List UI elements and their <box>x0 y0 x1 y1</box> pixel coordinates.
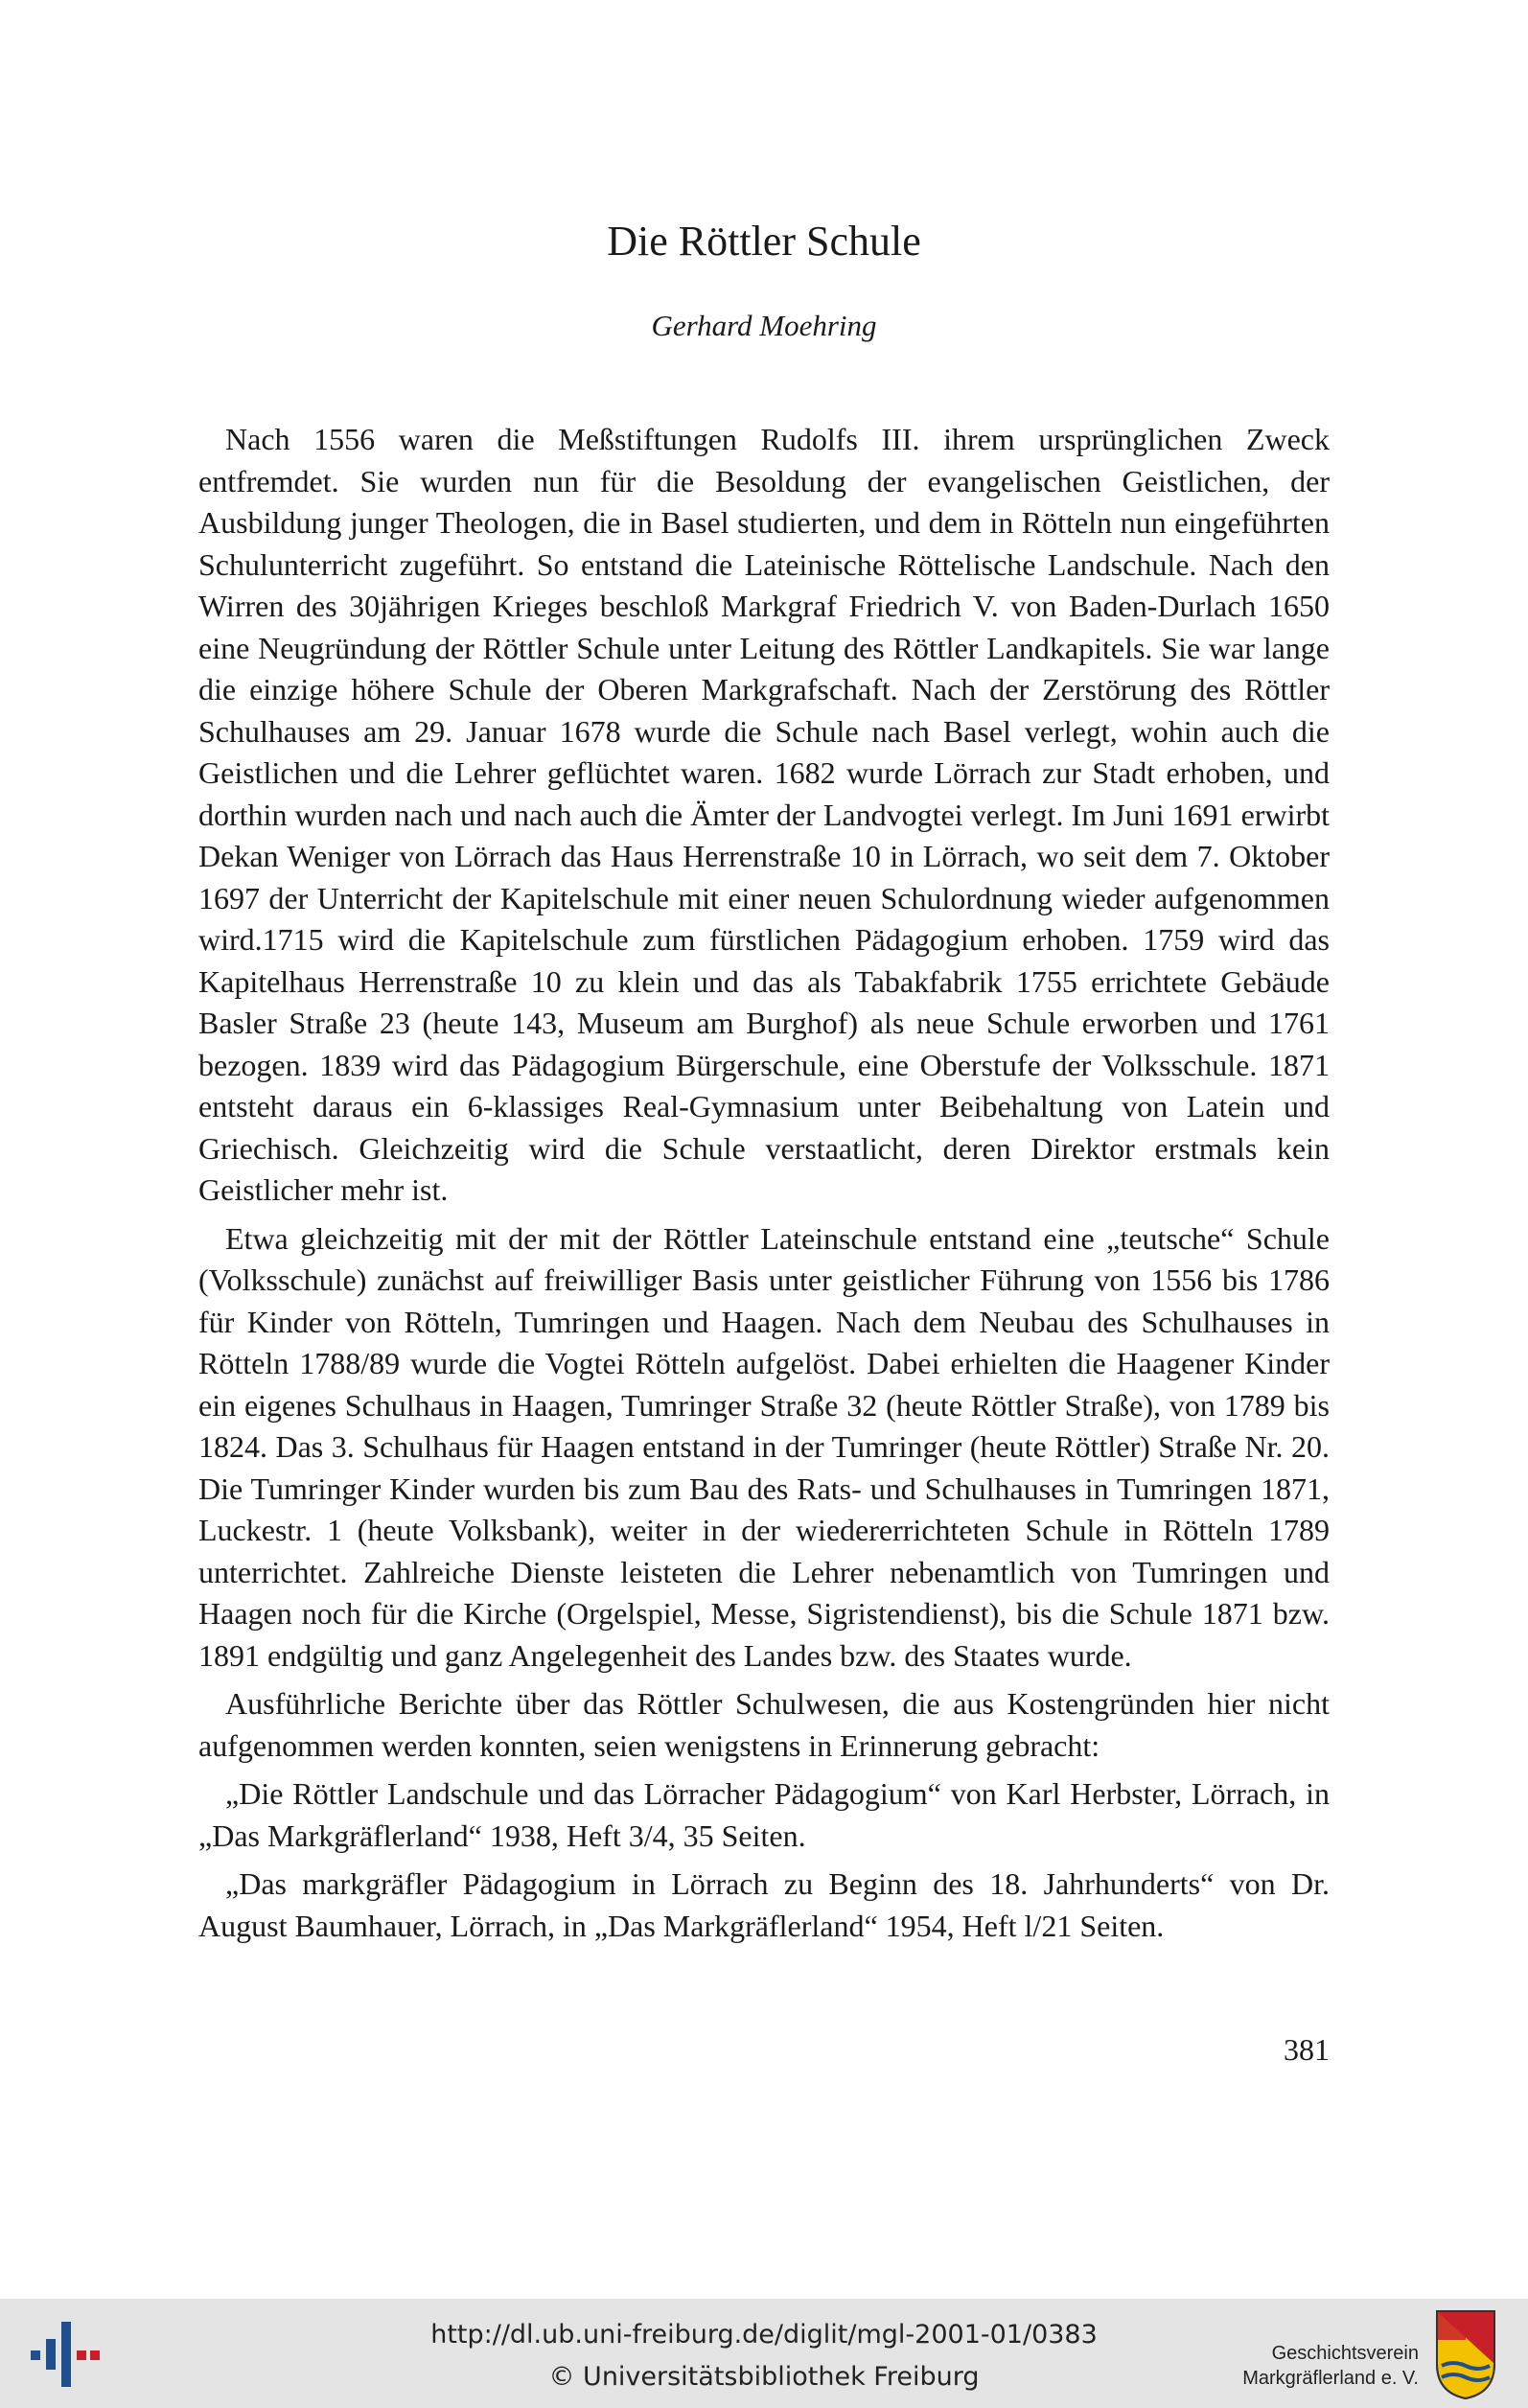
paragraph: Nach 1556 waren die Meßstiftungen Rudolfs III. ihrem ursprünglichen Zweck entfremdet. Sie wurden nun für die Besoldung der evangelischen Geistlichen, der Ausbildung junger Theologen, die in Basel studierten, und dem in Rötteln nun eingeführten Schulunterricht zugeführt. So entstand die Lateinische Röttelische Landschule. Nach den Wirren des 30jährigen Krieges beschloß Markgraf Friedrich V. von Baden-Durlach 1650 eine Neugründung der Röttler Schule unter Leitung des Röttler Landkapitels. Sie war lange die einzige höhere Schule der Oberen Markgrafschaft. Nach der Zerstörung des Röttler Schulhauses am 29. Januar 1678 wurde die Schule nach Basel verlegt, wohin auch die Geistlichen und die Lehrer geflüchtet waren. 1682 wurde Lörrach zur Stadt erhoben, und dorthin wurden nach und nach auch die Ämter der Landvogtei verlegt. Im Juni 1691 erwirbt Dekan Weniger von Lörrach das Haus Herrenstraße 10 in Lörrach, wo seit dem 7. Oktober 1697 der Unterricht der Kapitelschule mit einer neuen Schulordnung wieder aufgenommen wird.1715 wird die Kapitelschule zum fürstlichen Pädagogium erhoben. 1759 wird das Kapitelhaus Herrenstraße 10 zu klein und das als Tabakfabrik 1755 errichtete Gebäude Basler Straße 23 (heute 143, Museum am Burghof) als neue Schule erworben und 1761 bezogen. 1839 wird das Pädagogium Bürgerschule, eine Oberstufe der Volksschule. 1871 entsteht daraus ein 6-klassiges Real-Gymnasium unter Beibehaltung von Latein und Griechisch. Gleichzeitig wird die Schule verstaatlicht, deren Direktor erstmals kein Geistlicher mehr ist. <box>198 422 1330 1207</box>
article-body <box>198 419 1330 1954</box>
article-author: Gerhard Moehring <box>651 309 877 342</box>
coat-of-arms-icon <box>1434 2308 1497 2400</box>
publisher-name <box>1242 2341 1419 2391</box>
paragraph: „Die Röttler Landschule und das Lörracher Pädagogium“ von Karl Herbster, Lörrach, in „Das Markgräflerland“ 1938, Heft 3/4, 35 Seiten. <box>198 1776 1330 1853</box>
copyright-text: © Universitätsbibliothek Freiburg <box>548 2362 980 2392</box>
footer-bar <box>0 2299 1528 2408</box>
page-number: 381 <box>1284 2032 1330 2067</box>
paragraph: Etwa gleichzeitig mit der mit der Röttler Lateinschule entstand eine „teutsche“ Schule (Volksschule) zunächst auf freiwilliger Basis unter geistlicher Führung von 1556 bis 1786 für Kinder von Rötteln, Tumringen und Haagen. Nach dem Neubau des Schulhauses in Rötteln 1788/89 wurde die Vogtei Rötteln aufgelöst. Dabei erhielten die Haagener Kinder ein eigenes Schulhaus in Haagen, Tumringer Straße 32 (heute Röttler Straße), von 1789 bis 1824. Das 3. Schulhaus für Haagen entstand in der Tumringer (heute Röttler) Straße Nr. 20. Die Tumringer Kinder wurden bis zum Bau des Rats- und Schulhauses in Tumringen 1871, Luckestr. 1 (heute Volksbank), weiter in der wiedererrichteten Schule in Rötteln 1789 unterrichtet. Zahlreiche Dienste leisteten die Lehrer nebenamtlich von Tumringen und Haagen noch für die Kirche (Orgelspiel, Messe, Sigristendienst), bis die Schule 1871 bzw. 1891 endgültig und ganz Angelegenheit des Landes bzw. des Staates wurde. <box>198 1220 1330 1673</box>
paragraph: „Das markgräfler Pädagogium in Lörrach zu Beginn des 18. Jahrhunderts“ von Dr. August Baumhauer, Lörrach, in „Das Markgräflerland“ 1954, Heft l/21 Seiten. <box>198 1866 1330 1943</box>
article-title: Die Röttler Schule <box>607 218 921 265</box>
source-url-link[interactable]: http://dl.ub.uni-freiburg.de/diglit/mgl-2001-01/0383 <box>430 2320 1098 2350</box>
publisher-line-1: Geschichtsverein <box>1271 2343 1419 2364</box>
publisher-line-2: Markgräflerland e. V. <box>1242 2368 1419 2389</box>
paragraph: Ausführliche Berichte über das Röttler Schulwesen, die aus Kostengründen hier nicht aufgenommen werden konnten, seien wenigstens in Erinnerung gebracht: <box>198 1686 1330 1763</box>
